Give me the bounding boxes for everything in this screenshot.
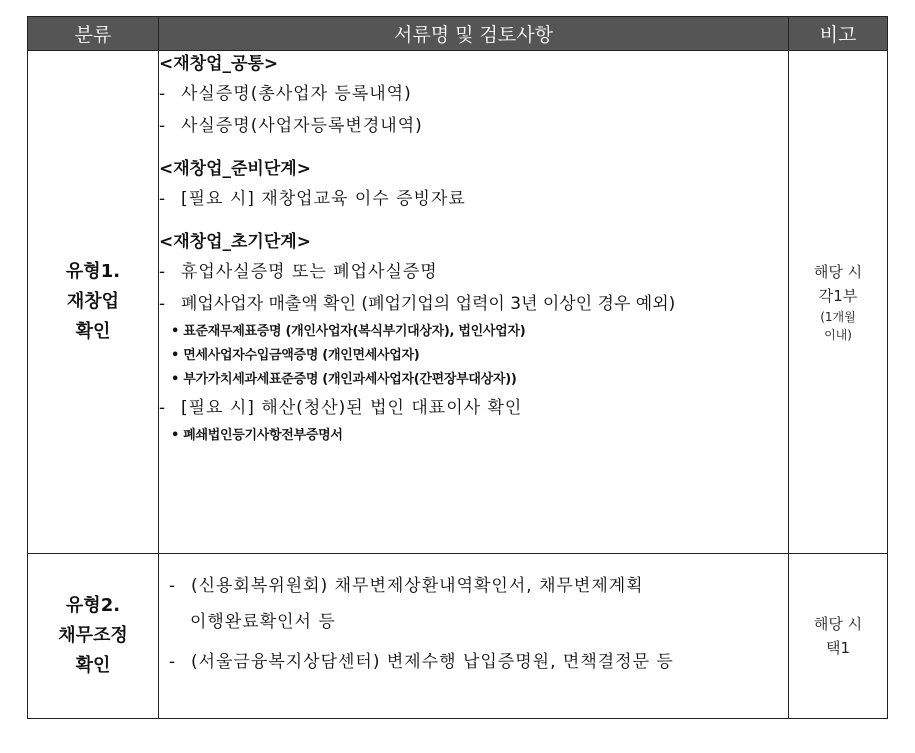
document-table xyxy=(27,16,888,719)
list-item: - [필요 시] 해산(청산)된 법인 대표이사 확인 xyxy=(159,398,523,418)
category-line: 유형1. xyxy=(65,261,121,282)
list-item: - 사실증명(총사업자 등록내역) xyxy=(159,84,412,104)
table-row-type1 xyxy=(28,51,888,554)
list-item: - 폐업사업자 매출액 확인 (폐업기업의 업력이 3년 이상인 경우 예외) xyxy=(159,294,676,314)
sub-item: • 부가가치세과세표준증명 (개인과세사업자(간편장부대상자)) xyxy=(171,372,517,387)
category-line: 확인 xyxy=(75,655,111,676)
section-heading-preparation: <재창업_준비단계> xyxy=(159,159,311,179)
table-row-type2 xyxy=(28,554,888,719)
sub-item: • 표준재무제표증명 (개인사업자(복식부기대상자), 법인사업자) xyxy=(171,324,526,339)
header-note: 비고 xyxy=(789,17,888,51)
category-line: 재창업 xyxy=(66,291,120,312)
note-line: 해당 시 xyxy=(813,263,863,281)
documents-type1 xyxy=(159,51,789,554)
note-line: 각1부 xyxy=(818,287,858,305)
category-type2 xyxy=(28,554,159,719)
note-small-line: (1개월 xyxy=(820,310,856,324)
header-row xyxy=(28,17,888,51)
list-item: - 사실증명(사업자등록변경내역) xyxy=(159,116,423,136)
list-item: - 휴업사실증명 또는 폐업사실증명 xyxy=(159,262,438,282)
documents-type2 xyxy=(159,554,789,719)
list-item: - [필요 시] 재창업교육 이수 증빙자료 xyxy=(159,189,466,209)
note-type2 xyxy=(789,554,888,719)
list-item: - (서울금융복지상담센터) 변제수행 납입증명원, 면책결정문 등 xyxy=(169,652,674,672)
note-line: 택1 xyxy=(825,639,851,657)
category-line: 유형2. xyxy=(65,595,121,616)
section-heading-early: <재창업_초기단계> xyxy=(159,232,311,252)
header-documents: 서류명 및 검토사항 xyxy=(159,17,789,51)
note-small-line: 이내) xyxy=(824,328,852,342)
sub-item: • 면세사업자수입금액증명 (개인면세사업자) xyxy=(171,348,420,363)
note-type1 xyxy=(789,51,888,554)
category-line: 확인 xyxy=(75,321,111,342)
category-type1 xyxy=(28,51,159,554)
section-heading-common: <재창업_공통> xyxy=(159,54,279,74)
header-category: 분류 xyxy=(28,17,159,51)
note-line: 해당 시 xyxy=(813,615,863,633)
category-line: 채무조정 xyxy=(58,625,128,646)
list-item: - (신용회복위원회) 채무변제상환내역확인서, 채무변제계획 이행완료확인서 등 xyxy=(169,576,644,632)
sub-item: • 폐쇄법인등기사항전부증명서 xyxy=(171,428,343,443)
